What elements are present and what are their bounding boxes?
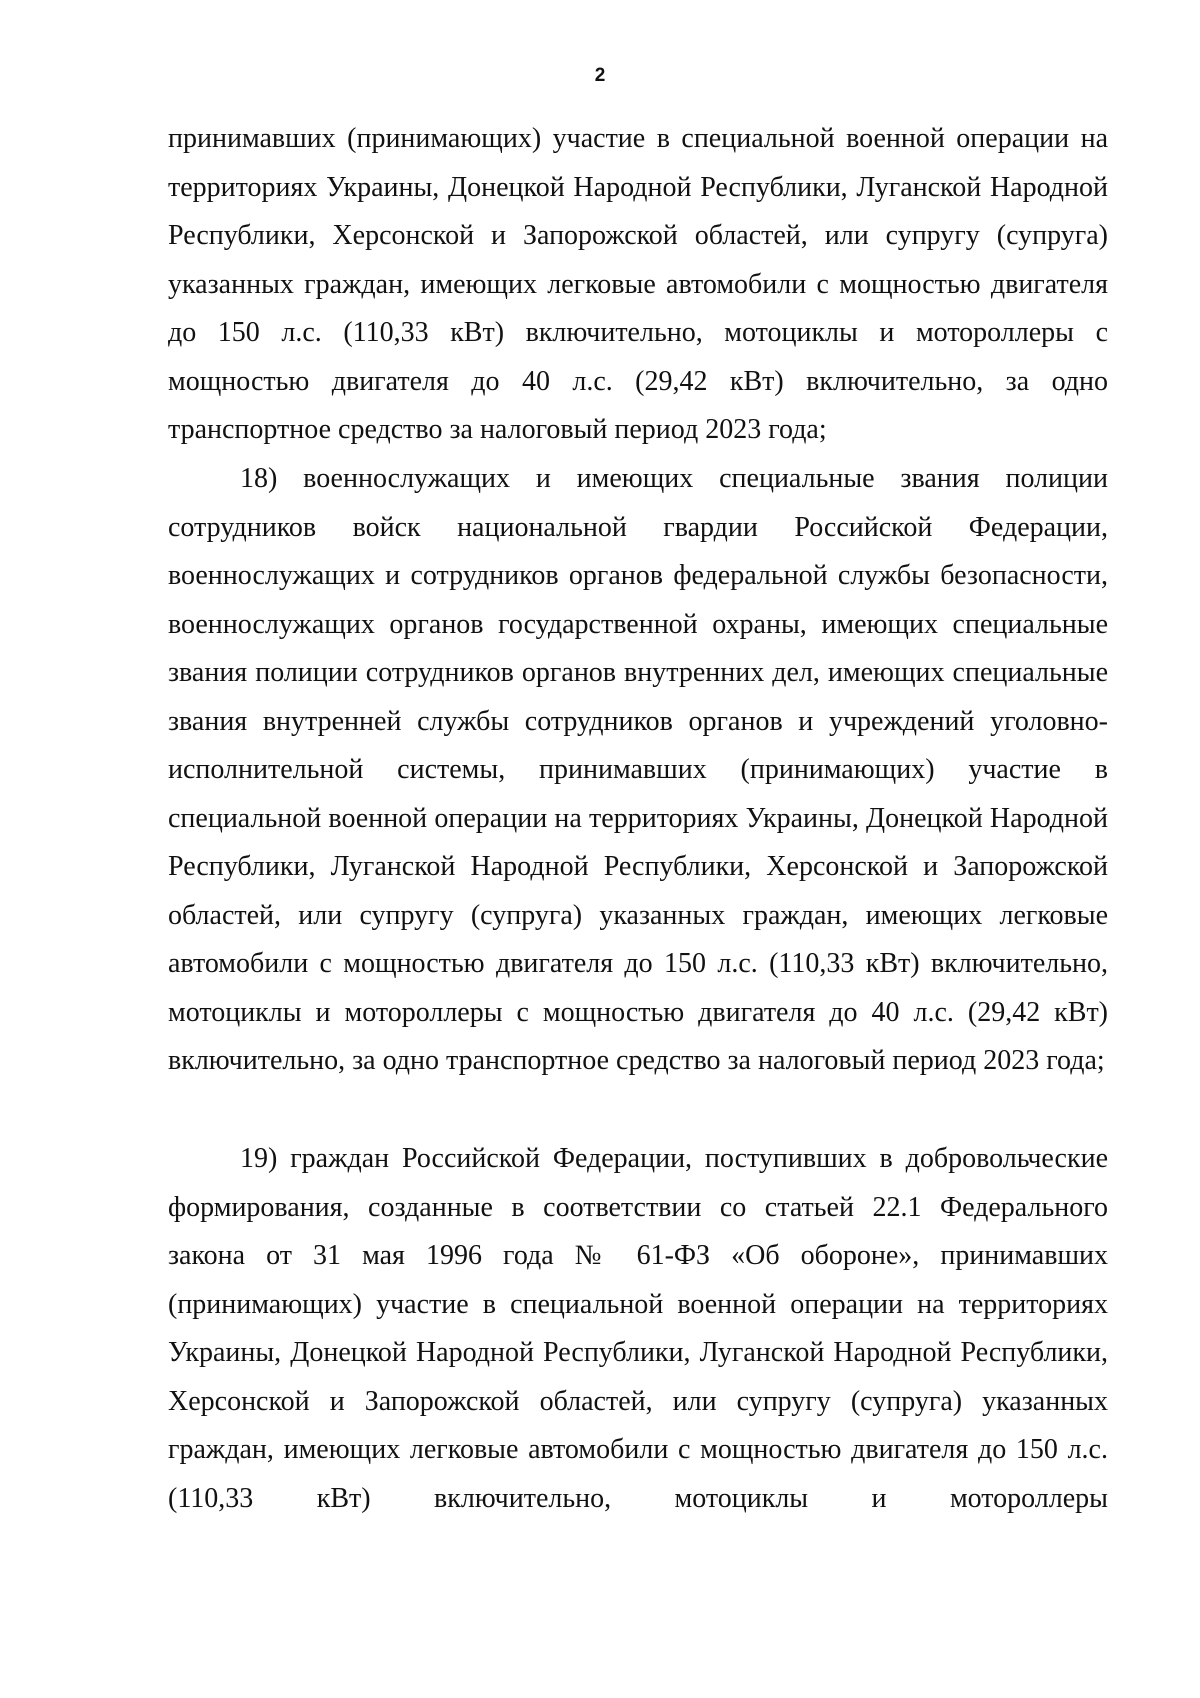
paragraph-continuation: [168, 115, 1108, 455]
page-number: 2: [594, 65, 606, 86]
paragraph-item-18: [168, 455, 1108, 1086]
paragraph-item-19: [168, 1135, 1108, 1523]
paragraph-text: 19) граждан Российской Федерации, поступивших в добровольческие формирования, созданные в соответствии со статьей 22.1 Федерального закона от 31 мая 1996 года № 61-ФЗ «Об обороне», принимавших (принимающих) участие в специальной военной операции на территориях Украины, Донецкой Народной Республики, Луганской Народной Республики, Херсонской и Запорожской областей, или супругу (супруга) указанных граждан, имеющих легковые автомобили с мощностью двигателя до 150 л.с. (110,33 кВт) включительно, мотоциклы и мотороллеры: [168, 1143, 1108, 1514]
paragraph-text: принимавших (принимающих) участие в специальной военной операции на территориях Украины, Донецкой Народной Республики, Луганской Народной Республики, Херсонской и Запорожской областей, или супругу (супруга) указанных граждан, имеющих легковые автомобили с мощностью двигателя до 150 л.с. (110,33 кВт) включительно, мотоциклы и мотороллеры с мощностью двигателя до 40 л.с. (29,42 кВт) включительно, за одно транспортное средство за налоговый период 2023 года;: [168, 123, 1108, 445]
paragraph-text: 18) военнослужащих и имеющих специальные звания полиции сотрудников войск национальной гвардии Российской Федерации, военнослужащих и сотрудников органов федеральной службы безопасности, военнослужащих органов государственной охраны, имеющих специальные звания полиции сотрудников органов внутренних дел, имеющих специальные звания внутренней службы сотрудников органов и учреждений уголовно-исполнительной системы, принимавших (принимающих) участие в специальной военной операции на территориях Украины, Донецкой Народной Республики, Луганской Народной Республики, Херсонской и Запорожской областей, или супругу (супруга) указанных граждан, имеющих легковые автомобили с мощностью двигателя до 150 л.с. (110,33 кВт) включительно, мотоциклы и мотороллеры с мощностью двигателя до 40 л.с. (29,42 кВт) включительно, за одно транспортное средство за налоговый период 2023 года;: [168, 463, 1108, 1076]
